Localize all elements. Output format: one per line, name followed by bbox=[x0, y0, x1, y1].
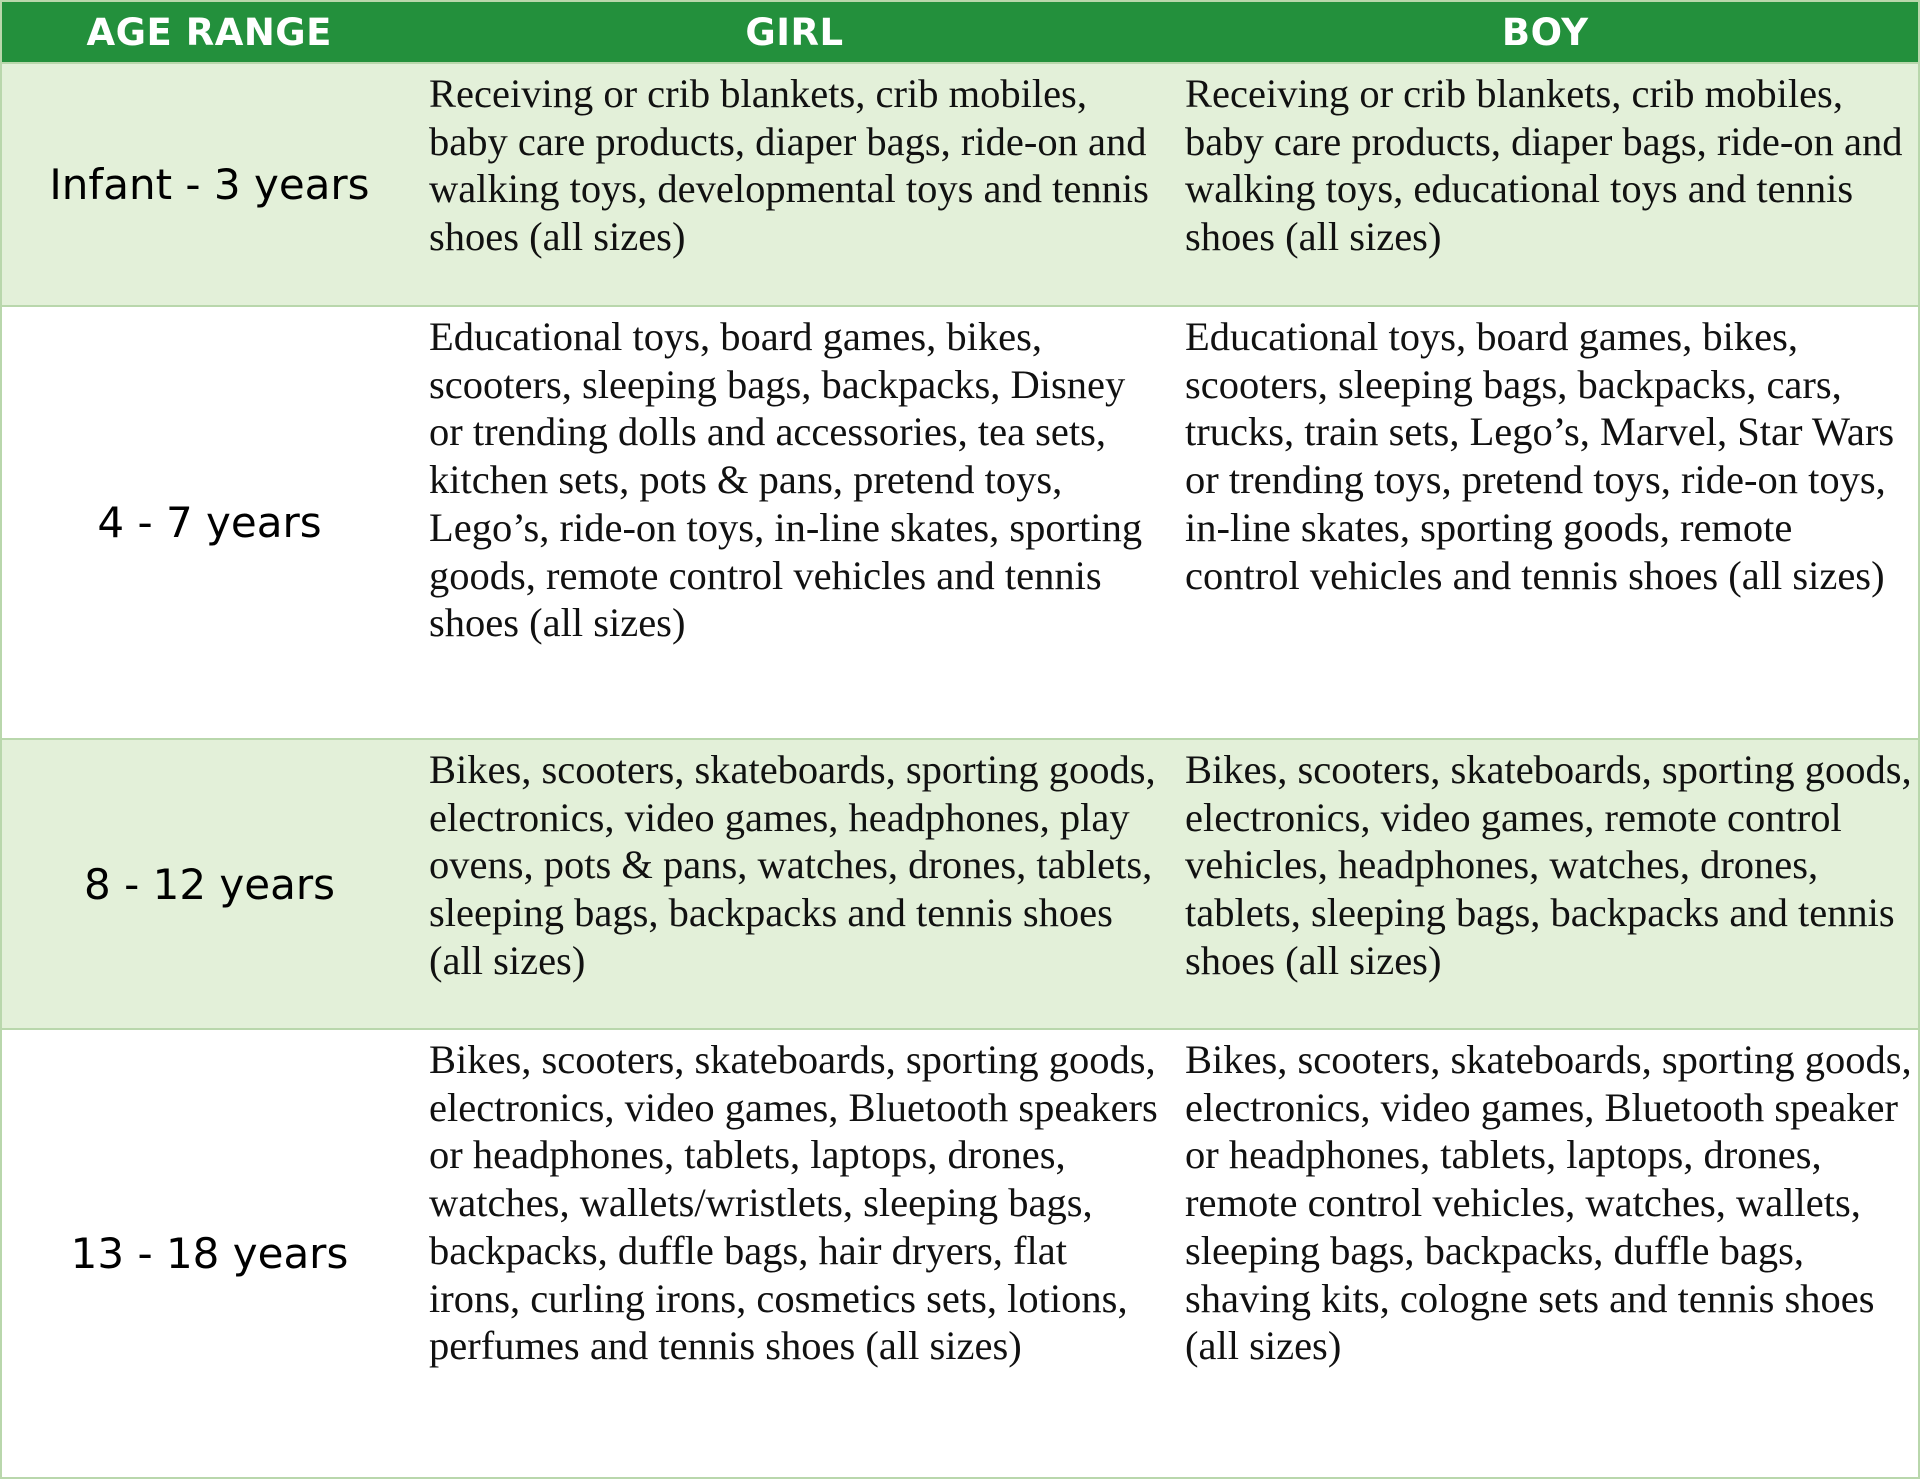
age-range-cell: 4 - 7 years bbox=[1, 306, 417, 739]
table-row bbox=[1, 1029, 1919, 1478]
header-row bbox=[1, 1, 1919, 63]
table-row bbox=[1, 306, 1919, 739]
table-body bbox=[1, 63, 1919, 1478]
boy-items-cell: Bikes, scooters, skateboards, sporting goods, electronics, video games, remote control vehicles, headphones, watches, drones, tablets, sleeping bags, backpacks and tennis shoes (all sizes) bbox=[1172, 739, 1919, 1029]
girl-items-cell: Educational toys, board games, bikes, scooters, sleeping bags, backpacks, Disney or trending dolls and accessories, tea sets, kitchen sets, pots & pans, pretend toys, Lego’s, ride-on toys, in-line skates, sporting goods, remote control vehicles and tennis shoes (all sizes) bbox=[417, 306, 1172, 739]
age-range-cell: 8 - 12 years bbox=[1, 739, 417, 1029]
table-row bbox=[1, 63, 1919, 306]
boy-items-cell: Receiving or crib blankets, crib mobiles, baby care products, diaper bags, ride-on and walking toys, educational toys and tennis shoes (all sizes) bbox=[1172, 63, 1919, 306]
header-boy: BOY bbox=[1172, 1, 1919, 63]
girl-items-cell: Bikes, scooters, skateboards, sporting goods, electronics, video games, headphones, play ovens, pots & pans, watches, drones, tablets, sleeping bags, backpacks and tennis shoes (all sizes) bbox=[417, 739, 1172, 1029]
header-girl: GIRL bbox=[417, 1, 1172, 63]
header-age-range: AGE RANGE bbox=[1, 1, 417, 63]
table-header bbox=[1, 1, 1919, 63]
girl-items-cell: Bikes, scooters, skateboards, sporting goods, electronics, video games, Bluetooth speakers or headphones, tablets, laptops, drones, watches, wallets/wristlets, sleeping bags, backpacks, duffle bags, hair dryers, flat irons, curling irons, cosmetics sets, lotions, perfumes and tennis shoes (all sizes) bbox=[417, 1029, 1172, 1478]
girl-items-cell: Receiving or crib blankets, crib mobiles, baby care products, diaper bags, ride-on and walking toys, developmental toys and tennis shoes (all sizes) bbox=[417, 63, 1172, 306]
boy-items-cell: Educational toys, board games, bikes, scooters, sleeping bags, backpacks, cars, trucks, train sets, Lego’s, Marvel, Star Wars or trending toys, pretend toys, ride-on toys, in-line skates, sporting goods, remote control vehicles and tennis shoes (all sizes) bbox=[1172, 306, 1919, 739]
boy-items-cell: Bikes, scooters, skateboards, sporting goods, electronics, video games, Bluetooth speaker or headphones, tablets, laptops, drones, remote control vehicles, watches, wallets, sleeping bags, backpacks, duffle bags, shaving kits, cologne sets and tennis shoes (all sizes) bbox=[1172, 1029, 1919, 1478]
table-row bbox=[1, 739, 1919, 1029]
age-range-cell: Infant - 3 years bbox=[1, 63, 417, 306]
age-range-cell: 13 - 18 years bbox=[1, 1029, 417, 1478]
